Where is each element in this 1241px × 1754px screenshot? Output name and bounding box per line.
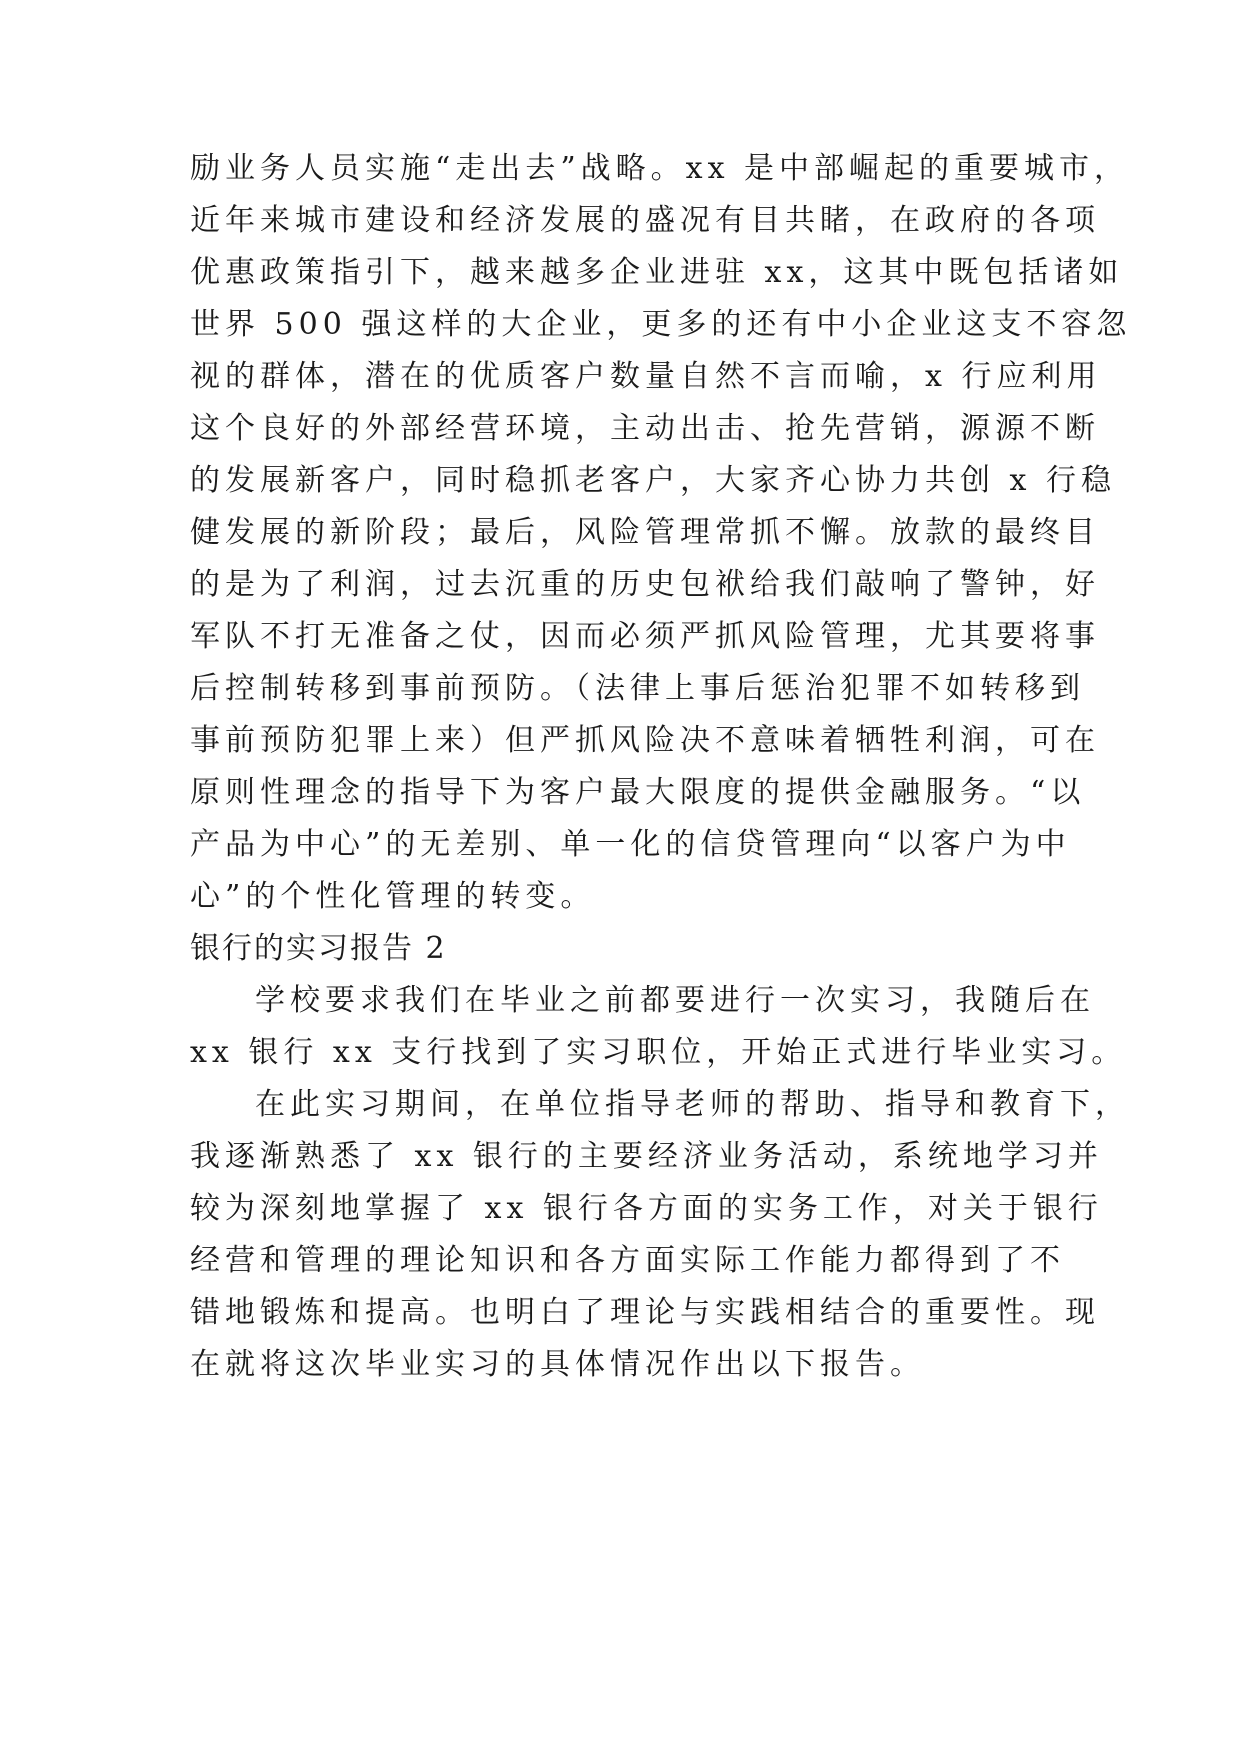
- paragraph-first-line: 学校要求我们在毕业之前都要进行一次实习，我随后在: [255, 983, 1095, 1018]
- body-text-line: 产品为中心”的无差别、单一化的信贷管理向“以客户为中: [190, 827, 1071, 862]
- body-text-line: 近年来城市建设和经济发展的盛况有目共睹，在政府的各项: [190, 203, 1100, 238]
- body-text-line: 原则性理念的指导下为客户最大限度的提供金融服务。“以: [190, 775, 1086, 810]
- body-text-line: 这个良好的外部经营环境，主动出击、抢先营销，源源不断: [190, 411, 1100, 446]
- body-text-line: 在就将这次毕业实习的具体情况作出以下报告。: [190, 1347, 925, 1382]
- body-text-line: 后控制转移到事前预防。（法律上事后惩治犯罪不如转移到: [190, 671, 1085, 706]
- body-text-line: 经营和管理的理论知识和各方面实际工作能力都得到了不: [190, 1243, 1065, 1278]
- body-text-line: 较为深刻地掌握了 xx 银行各方面的实务工作，对关于银行: [190, 1191, 1103, 1226]
- body-text-line: 心”的个性化管理的转变。: [190, 879, 596, 914]
- body-text-line: 视的群体，潜在的优质客户数量自然不言而喻，x 行应利用: [190, 359, 1102, 394]
- body-text-line: 世界 500 强这样的大企业，更多的还有中小企业这支不容忽: [190, 307, 1132, 342]
- body-text-line: 健发展的新阶段；最后，风险管理常抓不懈。放款的最终目: [190, 515, 1100, 550]
- body-text-line: 我逐渐熟悉了 xx 银行的主要经济业务活动，系统地学习并: [190, 1139, 1103, 1174]
- body-text-line: 军队不打无准备之仗，因而必须严抓风险管理，尤其要将事: [190, 619, 1100, 654]
- body-text-line: 错地锻炼和提高。也明白了理论与实践相结合的重要性。现: [190, 1295, 1100, 1330]
- body-text-line: 事前预防犯罪上来）但严抓风险决不意味着牺牲利润，可在: [190, 723, 1100, 758]
- section-heading: 银行的实习报告 2: [190, 931, 447, 966]
- body-text-line: 励业务人员实施“走出去”战略。xx 是中部崛起的重要城市，: [190, 151, 1130, 186]
- body-text-line: xx 银行 xx 支行找到了实习职位，开始正式进行毕业实习。: [190, 1035, 1127, 1070]
- body-text-line: 优惠政策指引下，越来越多企业进驻 xx，这其中既包括诸如: [190, 255, 1124, 290]
- paragraph-first-line: 在此实习期间，在单位指导老师的帮助、指导和教育下，: [255, 1087, 1130, 1122]
- body-text-line: 的发展新客户，同时稳抓老客户，大家齐心协力共创 x 行稳: [190, 463, 1116, 498]
- body-text-line: 的是为了利润，过去沉重的历史包袱给我们敲响了警钟，好: [190, 567, 1100, 602]
